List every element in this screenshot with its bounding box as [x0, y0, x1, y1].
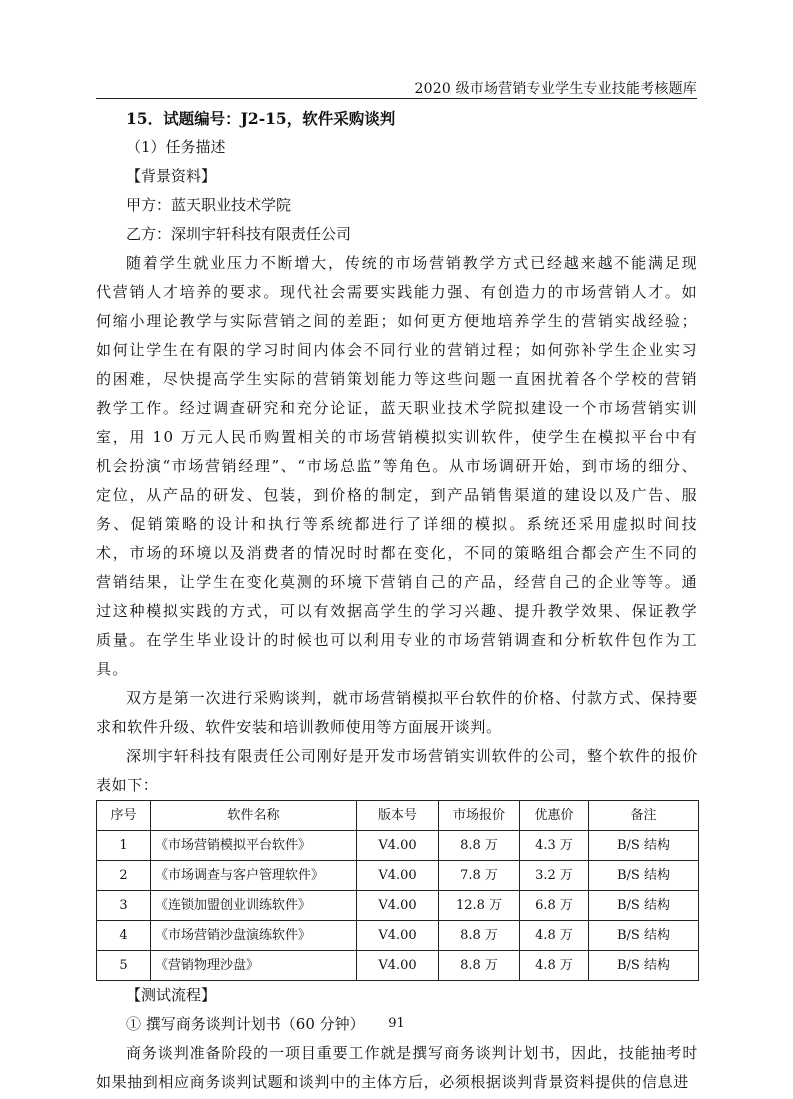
cell-version: V4.00: [357, 921, 439, 951]
cell-market-price: 12.8 万: [439, 891, 520, 921]
task-heading: （1）任务描述: [126, 138, 226, 156]
cell-market-price: 7.8 万: [439, 861, 520, 891]
cell-discount-price: 4.3 万: [520, 831, 589, 861]
cell-software-name: 《市场调查与客户管理软件》: [151, 861, 357, 891]
cell-discount-price: 6.8 万: [520, 891, 589, 921]
cell-discount-price: 4.8 万: [520, 951, 589, 981]
cell-market-price: 8.8 万: [439, 831, 520, 861]
cell-remarks: B/S 结构: [589, 891, 699, 921]
negotiation-paragraph: 双方是第一次进行采购谈判，就市场营销模拟平台软件的价格、付款方式、保持要求和软件升级、软件安装和培训教师使用等方面展开谈判。: [96, 689, 698, 736]
cell-index: 4: [97, 921, 151, 951]
cell-software-name: 《市场营销沙盘演练软件》: [151, 921, 357, 951]
header-software-name: 软件名称: [151, 801, 357, 831]
page-number: 91: [388, 1016, 405, 1031]
question-title: 15．试题编号：J2-15，软件采购谈判: [126, 109, 396, 128]
cell-remarks: B/S 结构: [589, 861, 699, 891]
cell-software-name: 《连锁加盟创业训练软件》: [151, 891, 357, 921]
cell-version: V4.00: [357, 861, 439, 891]
header-version: 版本号: [357, 801, 439, 831]
cell-software-name: 《营销物理沙盘》: [151, 951, 357, 981]
party-b: 乙方：深圳宇轩科技有限责任公司: [126, 225, 352, 243]
step-1: ① 撰写商务谈判计划书（60 分钟）: [126, 1015, 365, 1033]
cell-discount-price: 3.2 万: [520, 861, 589, 891]
cell-index: 1: [97, 831, 151, 861]
quote-intro-paragraph: 深圳宇轩科技有限责任公司刚好是开发市场营销实训软件的公司，整个软件的报价表如下：: [96, 747, 698, 794]
cell-market-price: 8.8 万: [439, 921, 520, 951]
header-market-price: 市场报价: [439, 801, 520, 831]
party-a: 甲方：蓝天职业技术学院: [126, 196, 292, 214]
background-heading: 【背景资料】: [126, 167, 217, 185]
cell-discount-price: 4.8 万: [520, 921, 589, 951]
header-index: 序号: [97, 801, 151, 831]
page-content: [96, 104, 698, 1097]
cell-remarks: B/S 结构: [589, 921, 699, 951]
header-discount-price: 优惠价: [520, 801, 589, 831]
table-header-row: [97, 801, 699, 831]
background-paragraph: 随着学生就业压力不断增大，传统的市场营销教学方式已经越来越不能满足现代营销人才培养的要求。现代社会需要实践能力强、有创造力的市场营销人才。如何缩小理论教学与实际营销之间的差距；如何更方便地培养学生的营销实战经验；如何让学生在有限的学习时间内体会不同行业的营销过程；如何弥补学生企业实习的困难，尽快提高学生实际的营销策划能力等这些问题一直困扰着各个学校的营销教学工作。经过调查研究和充分论证，蓝天职业技术学院拟建设一个市场营销实训室，用 10 万元人民币购置相关的市场营销模拟实训软件，使学生在模拟平台中有机会扮演“市场营销经理”、“市场总监”等角色。从市场调研开始，到市场的细分、定位，从产品的研发、包装，到价格的制定，到产品销售渠道的建设以及广告、服务、促销策略的设计和执行等系统都进行了详细的模拟。系统还采用虚拟时间技术，市场的环境以及消费者的情况时时都在变化，不同的策略组合都会产生不同的营销结果，让学生在变化莫测的环境下营销自己的产品，经营自己的企业等等。通过这种模拟实践的方式，可以有效据高学生的学习兴趣、提升教学效果、保证教学质量。在学生毕业设计的时候也可以利用专业的市场营销调查和分析软件包作为工具。: [96, 254, 698, 678]
header-rule: [96, 98, 697, 99]
cell-software-name: 《市场营销模拟平台软件》: [151, 831, 357, 861]
cell-index: 3: [97, 891, 151, 921]
test-flow-heading: 【测试流程】: [126, 986, 217, 1004]
cell-remarks: B/S 结构: [589, 831, 699, 861]
page-header: 2020 级市场营销专业学生专业技能考核题库: [414, 81, 697, 97]
plan-paragraph: 商务谈判准备阶段的一项目重要工作就是撰写商务谈判计划书，因此，技能抽考时如果抽到相应商务谈判试题和谈判中的主体方后，必须根据谈判背景资料提供的信息进: [96, 1044, 698, 1091]
price-table: [96, 800, 699, 981]
cell-index: 2: [97, 861, 151, 891]
cell-version: V4.00: [357, 831, 439, 861]
cell-index: 5: [97, 951, 151, 981]
table-row: [97, 891, 699, 921]
table-row: [97, 951, 699, 981]
table-row: [97, 831, 699, 861]
cell-remarks: B/S 结构: [589, 951, 699, 981]
cell-market-price: 8.8 万: [439, 951, 520, 981]
cell-version: V4.00: [357, 891, 439, 921]
header-remarks: 备注: [589, 801, 699, 831]
table-row: [97, 921, 699, 951]
table-row: [97, 861, 699, 891]
cell-version: V4.00: [357, 951, 439, 981]
